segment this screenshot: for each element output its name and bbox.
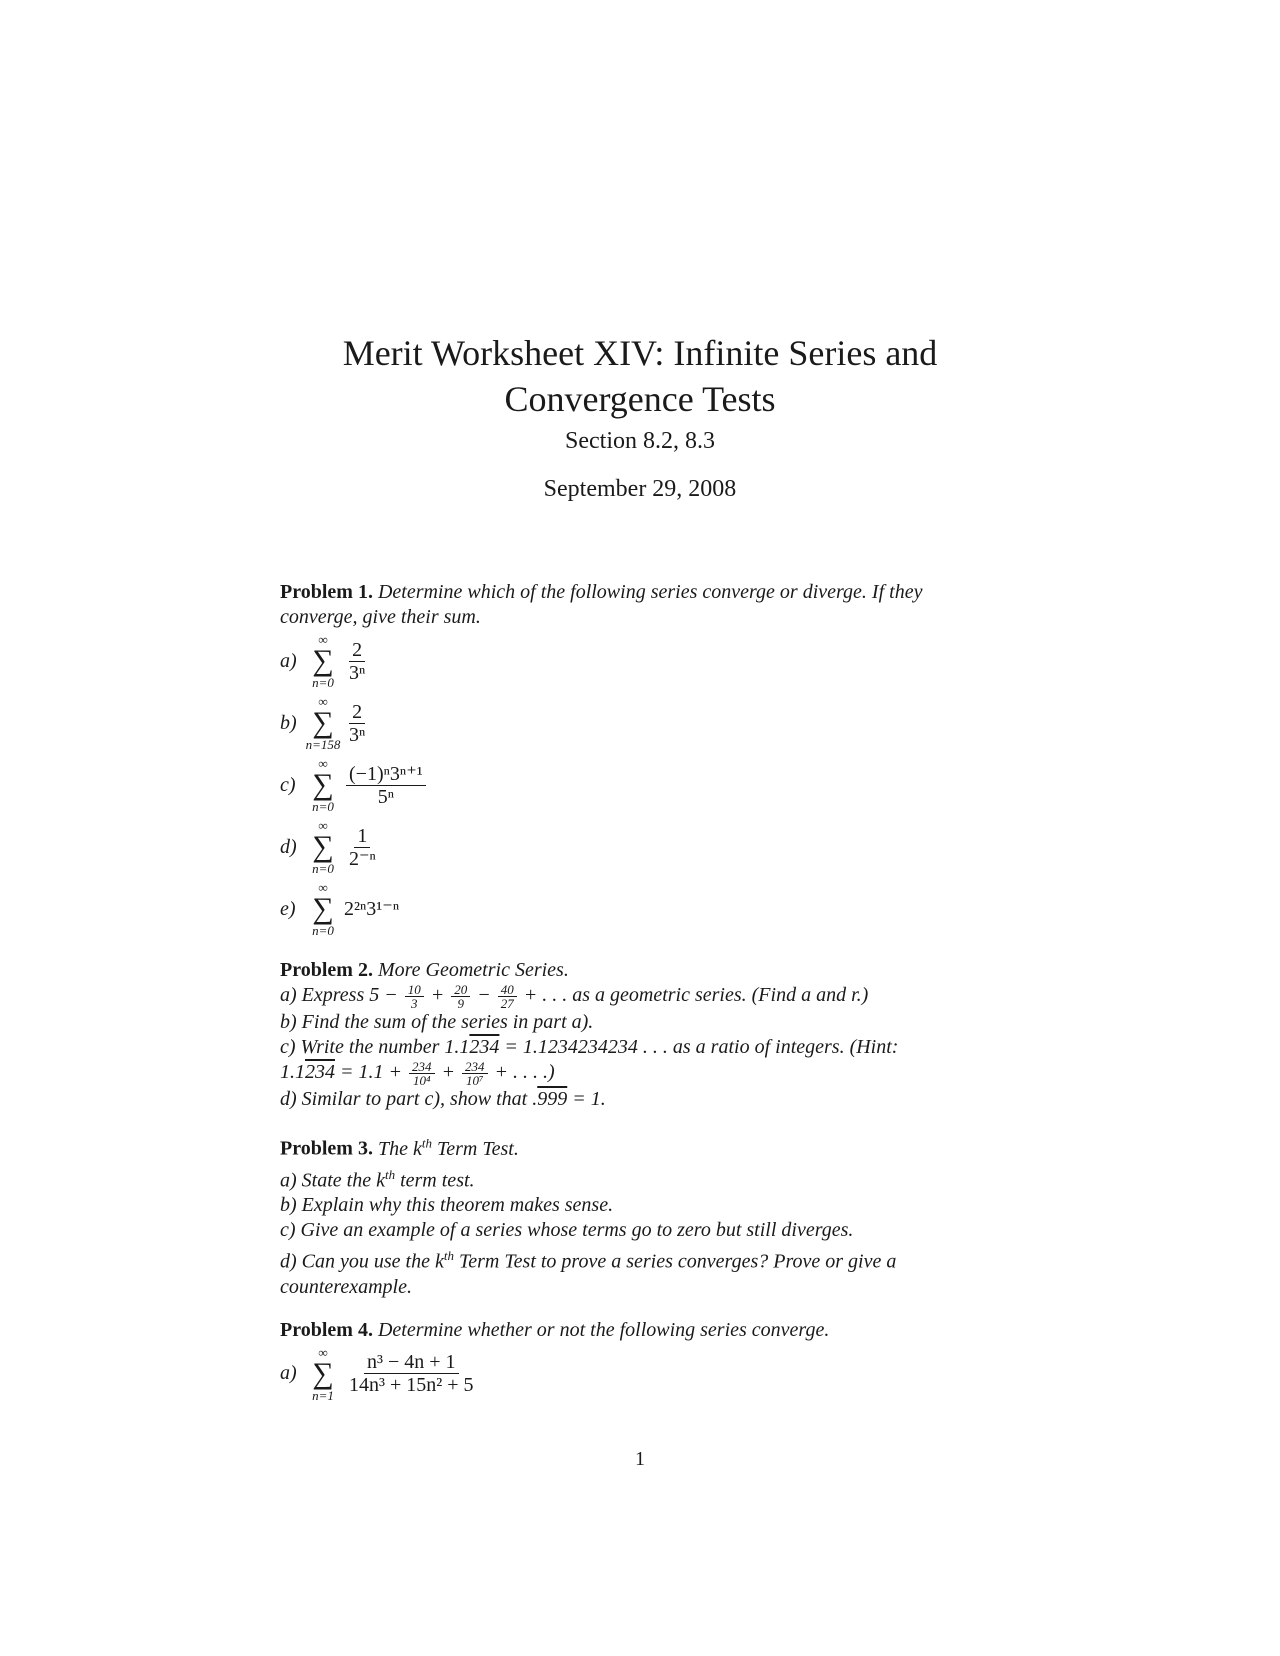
sigma-lower: n=1 <box>312 1387 334 1403</box>
problem-2-part-b: b) Find the sum of the series in part a). <box>280 1011 594 1033</box>
text: term test. <box>400 1169 475 1192</box>
operator: − <box>477 984 491 1007</box>
operator: + <box>441 1061 455 1084</box>
numerator: 234 <box>409 1060 435 1074</box>
text: The k <box>377 1137 422 1160</box>
superscript: th <box>421 1135 432 1150</box>
problem-3-label: Problem 3. <box>280 1137 373 1160</box>
item-label: b) <box>280 711 297 734</box>
problem-3 <box>280 1130 1000 1300</box>
denominator: 3 <box>410 996 418 1011</box>
problem-2-part-a <box>280 983 1000 1010</box>
series-expression: 2²ⁿ3¹⁻ⁿ <box>344 897 400 920</box>
problem-2-part-d <box>280 1087 1000 1112</box>
item-label: c) <box>280 773 296 796</box>
series-item <box>280 878 1000 940</box>
problem-3-title <box>377 1135 519 1160</box>
sigma-symbol: ∞ ∑ n=0 <box>312 632 334 690</box>
text: c) Write the number 1.1 <box>280 1036 470 1058</box>
fraction <box>462 1060 488 1087</box>
fraction <box>346 639 368 684</box>
denominator: 3ⁿ <box>349 661 366 684</box>
text: + . . . as a geometric series. (Find a and r.) <box>523 984 869 1007</box>
denominator: 5ⁿ <box>377 785 395 808</box>
sigma-upper: ∞ <box>318 880 328 895</box>
page-number: 1 <box>635 1448 645 1470</box>
denominator: 9 <box>457 996 464 1011</box>
repeating-digits: 234 <box>305 1061 335 1084</box>
text: 1.1 <box>280 1061 305 1084</box>
denominator: 10⁷ <box>465 1073 484 1088</box>
numerator: 1 <box>354 825 370 848</box>
numerator: 40 <box>498 983 517 997</box>
sigma-lower: n=0 <box>312 861 334 876</box>
problem-4-label: Problem 4. <box>280 1318 373 1341</box>
denominator: 10⁴ <box>412 1073 431 1088</box>
sigma-upper: ∞ <box>318 1344 328 1360</box>
sigma-upper: ∞ <box>318 632 328 647</box>
series-item <box>280 754 1000 816</box>
text: + . . . .) <box>494 1061 555 1084</box>
sigma-lower: n=0 <box>312 923 334 938</box>
problem-3-part-c: c) Give an example of a series whose terms go to zero but still diverges. <box>280 1219 854 1242</box>
denominator: 3ⁿ <box>349 723 366 746</box>
item-label: a) <box>280 1362 297 1385</box>
denominator: 2⁻ⁿ <box>349 847 376 870</box>
denominator: 27 <box>500 996 514 1011</box>
fraction <box>346 701 368 746</box>
sigma-symbol: ∞ ∑ n=0 <box>312 880 334 938</box>
series-item <box>280 692 1000 754</box>
title-line-2: Convergence Tests <box>504 379 776 419</box>
fraction <box>451 983 470 1010</box>
problem-1 <box>280 580 1000 940</box>
problem-3-part-d <box>280 1243 1000 1300</box>
text: = 1. <box>572 1088 606 1110</box>
sigma-symbol: ∞ ∑ n=1 <box>312 1344 334 1403</box>
text: Term Test. <box>436 1137 519 1160</box>
problem-2-part-c-hint <box>280 1060 1000 1087</box>
superscript: th <box>384 1166 396 1182</box>
repeating-digits: 234 <box>469 1036 500 1058</box>
series-item <box>280 630 1000 692</box>
problem-2-title: More Geometric Series. <box>377 959 569 981</box>
fraction <box>498 983 517 1010</box>
fraction <box>346 825 379 870</box>
sigma-symbol: ∞ ∑ n=158 <box>305 694 341 752</box>
fraction <box>346 1351 477 1396</box>
numerator: 20 <box>451 983 470 997</box>
denominator: 14n³ + 15n² + 5 <box>349 1374 474 1397</box>
problem-1-text: Determine which of the following series converge or diverge. If they converge, give their sum. <box>280 581 923 628</box>
problem-3-part-b: b) Explain why this theorem makes sense. <box>280 1194 614 1217</box>
fraction <box>346 763 426 808</box>
sigma-upper: ∞ <box>318 818 328 833</box>
document-body <box>280 580 1000 1423</box>
section-label: Section 8.2, 8.3 <box>565 428 715 454</box>
problem-3-part-a <box>280 1162 1000 1194</box>
numerator: 234 <box>462 1060 488 1074</box>
title-line-1: Merit Worksheet XIV: Infinite Series and <box>342 333 938 373</box>
problem-1-label: Problem 1. <box>280 581 373 603</box>
problem-2 <box>280 958 1000 1112</box>
sigma-lower: n=158 <box>305 737 341 752</box>
numerator: n³ − 4n + 1 <box>364 1351 459 1374</box>
series-item <box>280 816 1000 878</box>
numerator: 2 <box>349 701 365 724</box>
problem-4 <box>280 1318 1000 1405</box>
numerator: 2 <box>349 639 365 662</box>
problem-2-part-c <box>280 1035 1000 1060</box>
problem-4-text: Determine whether or not the following series converge. <box>377 1318 830 1341</box>
text: a) Express 5 − <box>280 984 398 1007</box>
text: a) State the k <box>280 1169 385 1192</box>
item-label: e) <box>280 897 296 920</box>
text: Term Test to prove a series converges? Prove or give a counterexample. <box>280 1250 897 1298</box>
item-label: a) <box>280 649 297 672</box>
item-label: d) <box>280 835 297 858</box>
superscript: th <box>443 1248 454 1264</box>
text: = 1.1 + <box>340 1061 402 1084</box>
sigma-upper: ∞ <box>318 694 328 709</box>
sigma-lower: n=0 <box>312 675 334 690</box>
sigma-symbol: ∞ ∑ n=0 <box>312 818 334 876</box>
fraction <box>405 983 424 1010</box>
numerator: (−1)ⁿ3ⁿ⁺¹ <box>346 763 426 786</box>
sigma-lower: n=0 <box>312 799 334 814</box>
text: d) Can you use the k <box>280 1250 444 1273</box>
operator: + <box>430 984 445 1007</box>
page-title <box>0 330 1280 422</box>
numerator: 10 <box>405 983 424 997</box>
fraction <box>409 1060 435 1087</box>
problem-2-label: Problem 2. <box>280 959 373 981</box>
sigma-symbol: ∞ ∑ n=0 <box>312 756 334 814</box>
date-label: September 29, 2008 <box>543 476 737 502</box>
repeating-digits: 999 <box>537 1088 568 1110</box>
text: d) Similar to part c), show that . <box>280 1088 538 1110</box>
series-item <box>280 1343 1000 1405</box>
sigma-upper: ∞ <box>318 756 328 771</box>
text: = 1.1234234234 . . . as a ratio of integers. (Hint: <box>504 1036 899 1058</box>
